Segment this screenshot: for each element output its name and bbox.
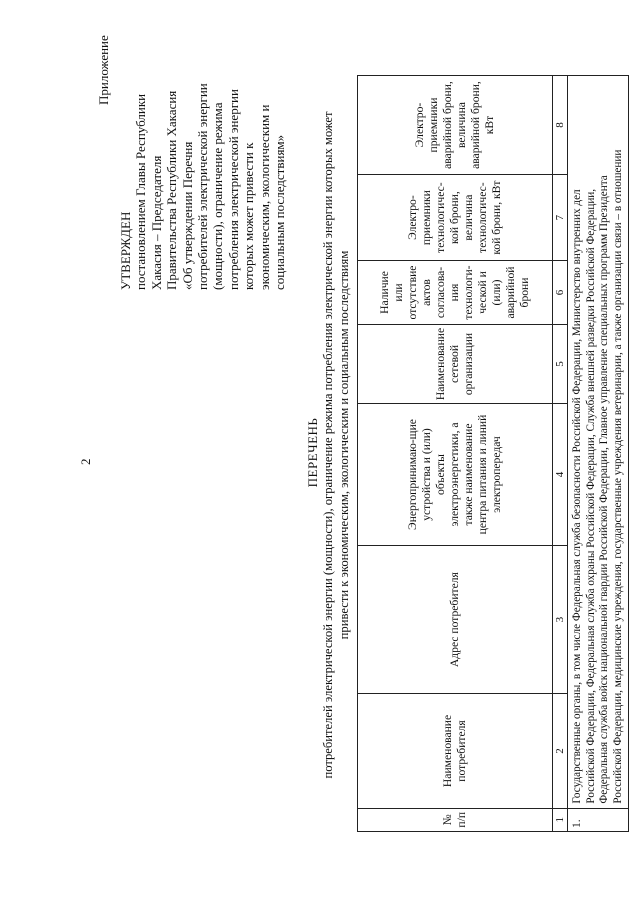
- approval-line: потребления электрической энергии: [225, 89, 241, 290]
- row-text-line: Федеральная служба войск национальной гвардии Российской Федерации, Главное управление специальных программ Президента: [598, 175, 611, 804]
- approval-line: экономическим, экологическим и: [256, 104, 272, 290]
- approval-block: [118, 5, 287, 290]
- header-cell-consumer-address: Адрес потребителя: [358, 545, 553, 693]
- document-subtitle: [320, 45, 352, 845]
- row-number: 1.: [568, 808, 629, 831]
- subtitle-line: потребителей электрической энергии (мощности), ограничение режима потребления электрической энергии которых может: [321, 111, 335, 779]
- column-number: 1: [553, 808, 568, 831]
- row-description: [568, 76, 629, 809]
- approval-line: социальным последствиям»: [272, 134, 288, 290]
- table-header-row: [358, 76, 553, 832]
- subtitle-line: привести к экономическим, экологическим и социальным последствиям: [337, 250, 351, 640]
- column-number: 7: [553, 175, 568, 261]
- column-number: 4: [553, 404, 568, 546]
- approval-line: потребителей электрической энергии: [195, 83, 211, 290]
- approval-line: которых может привести к: [241, 142, 257, 290]
- row-text-line: Российской Федерации, Федеральная служба охраны Российской Федерации, Служба внешней разведки Российской Федерации,: [584, 188, 597, 804]
- table-row: [568, 76, 629, 832]
- approval-line: УТВЕРЖДЕН: [118, 211, 133, 290]
- column-number: 3: [553, 545, 568, 693]
- approval-line: (мощности), ограничение режима: [210, 102, 226, 290]
- page-number: 2: [78, 458, 93, 465]
- appendix-label: Приложение: [96, 35, 111, 105]
- column-number: 6: [553, 261, 568, 325]
- approval-line: «Об утверждении Перечня: [179, 141, 195, 290]
- column-number: 5: [553, 324, 568, 403]
- header-cell-reservation-acts: Наличие или отсутствие актов согласова-ния технологи-ческой и (или) аварийной брони: [358, 261, 553, 325]
- table-column-numbers-row: [553, 76, 568, 832]
- header-cell-grid-organization: Наименование сетевой организации: [358, 324, 553, 403]
- header-cell-emergency-reserve: Электро-приемники аварийной брони, величина аварийной брони, кВт: [358, 76, 553, 175]
- consumers-table: [357, 75, 629, 832]
- approval-line: Правительства Республики Хакасия: [164, 90, 180, 290]
- row-text-line: Государственные органы, в том числе Федеральная служба безопасности Российской Федерации, Министерство внутренних дел: [571, 189, 583, 804]
- column-number: 2: [553, 694, 568, 808]
- header-cell-consumer-name: Наименование потребителя: [358, 694, 553, 808]
- header-cell-number: № п/п: [358, 808, 553, 831]
- row-text-line: Российской Федерации, медицинские учреждения, государственные учреждения ветеринарии, а также организации связи – в отношении: [611, 149, 624, 804]
- header-cell-power-devices: Энергопринимаю-щие устройства и (или) объекты электроэнергетики, а также наименование центра питания и линий электропередач: [358, 404, 553, 546]
- header-cell-technological-reserve: Электро-приемники технологичес-кой брони, величина технологичес-кой брони, кВт: [358, 175, 553, 261]
- approval-line: постановлением Главы Республики: [133, 93, 149, 290]
- document-title: ПЕРЕЧЕНЬ: [305, 417, 320, 488]
- column-number: 8: [553, 76, 568, 175]
- approval-line: Хакасия – Председателя: [148, 155, 164, 290]
